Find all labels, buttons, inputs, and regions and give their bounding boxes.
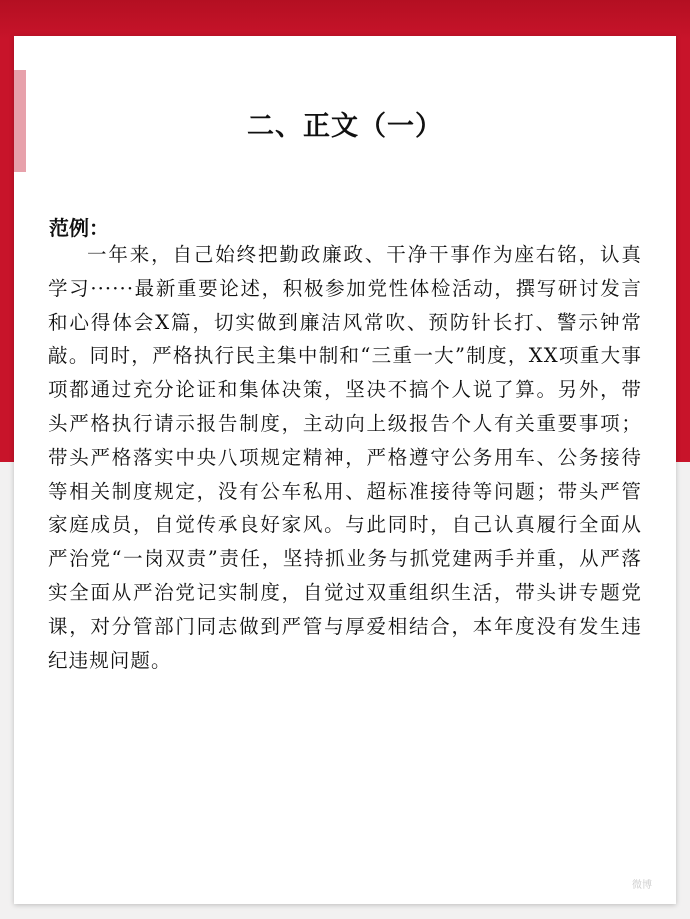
section-label: 范例： (49, 216, 109, 240)
red-band-top-shade (0, 0, 690, 40)
body-paragraph: 一年来，自己始终把勤政廉政、干净干事作为座右铭，认真学习······最新重要论述，积极参加党性体检活动，撰写研讨发言和心得体会X篇，切实做到廉洁风常吹、预防针长打、警示钟常敲。同时，严格执行民主集中制和“三重一大”制度，XX项重大事项都通过充分论证和集体决策，坚决不搞个人说了算。另外，带头严格执行请示报告制度，主动向上级报告个人有关重要事项；带头严格落实中央八项规定精神，严格遵守公务用车、公务接待等相关制度规定，没有公车私用、超标准接待等问题；带头严管家庭成员，自觉传承良好家风。与此同时，自己认真履行全面从严治党“一岗双责”责任，坚持抓业务与抓党建两手并重，从严落实全面从严治党记实制度，自觉过双重组织生活，带头讲专题党课，对分管部门同志做到严管与厚爱相结合，本年度没有发生违纪违规问题。 (48, 243, 642, 672)
document-title: 二、正文（一） (247, 111, 443, 142)
watermark: 微博 (632, 880, 652, 891)
